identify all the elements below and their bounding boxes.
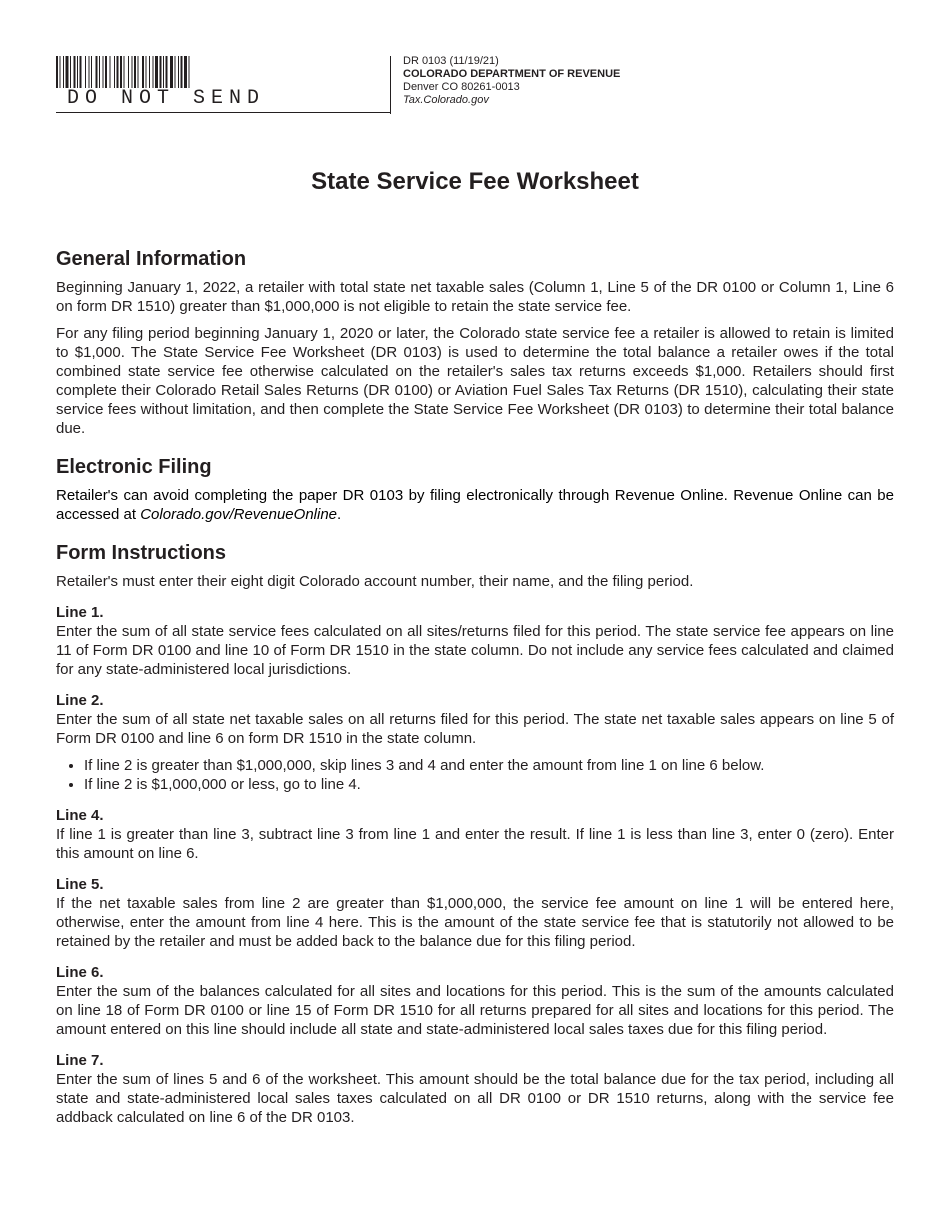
general-information-section	[56, 246, 894, 438]
electronic-filing-section	[56, 454, 894, 524]
line-1-label: Line 1.	[56, 604, 104, 621]
department-website: Tax.Colorado.gov	[403, 94, 489, 106]
form-id: DR 0103 (11/19/21)	[403, 55, 499, 67]
revenue-online-link[interactable]: Colorado.gov/RevenueOnline	[140, 506, 338, 523]
list-item: • If line 2 is $1,000,000 or less, go to line 4.	[84, 775, 894, 794]
form-instructions-section	[56, 540, 894, 1127]
electronic-filing-paragraph	[56, 486, 894, 524]
line-2-bullet-list	[56, 756, 894, 794]
form-instructions-intro: Retailer's must enter their eight digit Colorado account number, their name, and the filing period.	[56, 573, 694, 590]
general-information-paragraph-2: For any filing period beginning January 1, 2020 or later, the Colorado state service fee a retailer is allowed to retain is limited to $1,000. The State Service Fee Worksheet (DR 0103) is used to determine the total balance a retailer owes if the total combined state service fee otherwise calculated on the retailer's sales tax returns exceeds $1,000. Retailers should first complete their Colorado Retail Sales Returns (DR 0100) or Aviation Fuel Sales Tax Returns (DR 1510), calculating their state service fees without limitation, and then complete the State Service Fee Worksheet (DR 0103) to determine their total balance due.	[56, 325, 894, 437]
department-address: Denver CO 80261-0013	[403, 81, 520, 93]
line-7-label: Line 7.	[56, 1052, 104, 1069]
line-4-text: If line 1 is greater than line 3, subtract line 3 from line 1 and enter the result. If line 1 is less than line 3, enter 0 (zero). Enter this amount on line 6.	[56, 826, 894, 862]
line-6-label: Line 6.	[56, 964, 104, 981]
line-4-label: Line 4.	[56, 807, 104, 824]
electronic-filing-text-end: .	[337, 506, 342, 523]
document-body	[56, 246, 894, 1135]
line-1-text: Enter the sum of all state service fees calculated on all sites/returns filed for this period. The state service fee appears on line 11 of Form DR 0100 and line 10 of Form DR 1510 in the state column. Do not include any service fees calculated and claimed for any state-administered local jurisdictions.	[56, 623, 894, 678]
electronic-filing-heading: Electronic Filing	[56, 456, 212, 478]
page-title: State Service Fee Worksheet	[311, 168, 639, 195]
line-2-label: Line 2.	[56, 692, 104, 709]
electronic-filing-text: Retailer's can avoid completing the paper DR 0103 by filing electronically through Revenue Online. Revenue Online can be accessed at	[56, 487, 894, 523]
line-5-text: If the net taxable sales from line 2 are greater than $1,000,000, the service fee amount on line 1 will be entered here, otherwise, enter the amount from line 4 here. This is the amount of the state service fee that is statutorily not allowed to be retained by the retailer and must be added back to the balance due for this filing period.	[56, 895, 894, 950]
department-name: COLORADO DEPARTMENT OF REVENUE	[403, 68, 621, 80]
line-2-text: Enter the sum of all state net taxable sales on all returns filed for this period. The state net taxable sales appears on line 5 of Form DR 0100 and line 6 on form DR 1510 in the state column.	[56, 711, 894, 747]
list-item: • If line 2 is greater than $1,000,000, skip lines 3 and 4 and enter the amount from line 1 on line 6 below.	[84, 756, 894, 775]
form-header	[56, 54, 896, 114]
barcode-area	[56, 54, 391, 113]
line-5-label: Line 5.	[56, 876, 104, 893]
barcode-icon	[56, 56, 276, 88]
general-information-heading: General Information	[56, 248, 247, 270]
form-instructions-heading: Form Instructions	[56, 542, 227, 564]
agency-block	[403, 55, 620, 107]
barcode-caption: DO NOT SEND	[66, 87, 266, 110]
general-information-paragraph-1: Beginning January 1, 2022, a retailer with total state net taxable sales (Column 1, Line 5 of the DR 0100 or Column 1, Line 6 on form DR 1510) greater than $1,000,000 is not eligible to retain the state service fee.	[56, 279, 894, 315]
line-7-text: Enter the sum of lines 5 and 6 of the worksheet. This amount should be the total balance due for the tax period, including all state and state-administered local sales taxes calculated on all DR 0100 or DR 1510 returns, along with the service fee addback calculated on line 6 of the DR 0103.	[56, 1071, 894, 1126]
line-6-text: Enter the sum of the balances calculated for all sites and locations for this period. This is the sum of the amounts calculated on line 18 of Form DR 0100 or line 15 of Form DR 1510 for all returns prepared for all sites and locations for this period. The amount entered on this line should include all state and state-administered local sales taxes due for this filing period.	[56, 983, 894, 1038]
